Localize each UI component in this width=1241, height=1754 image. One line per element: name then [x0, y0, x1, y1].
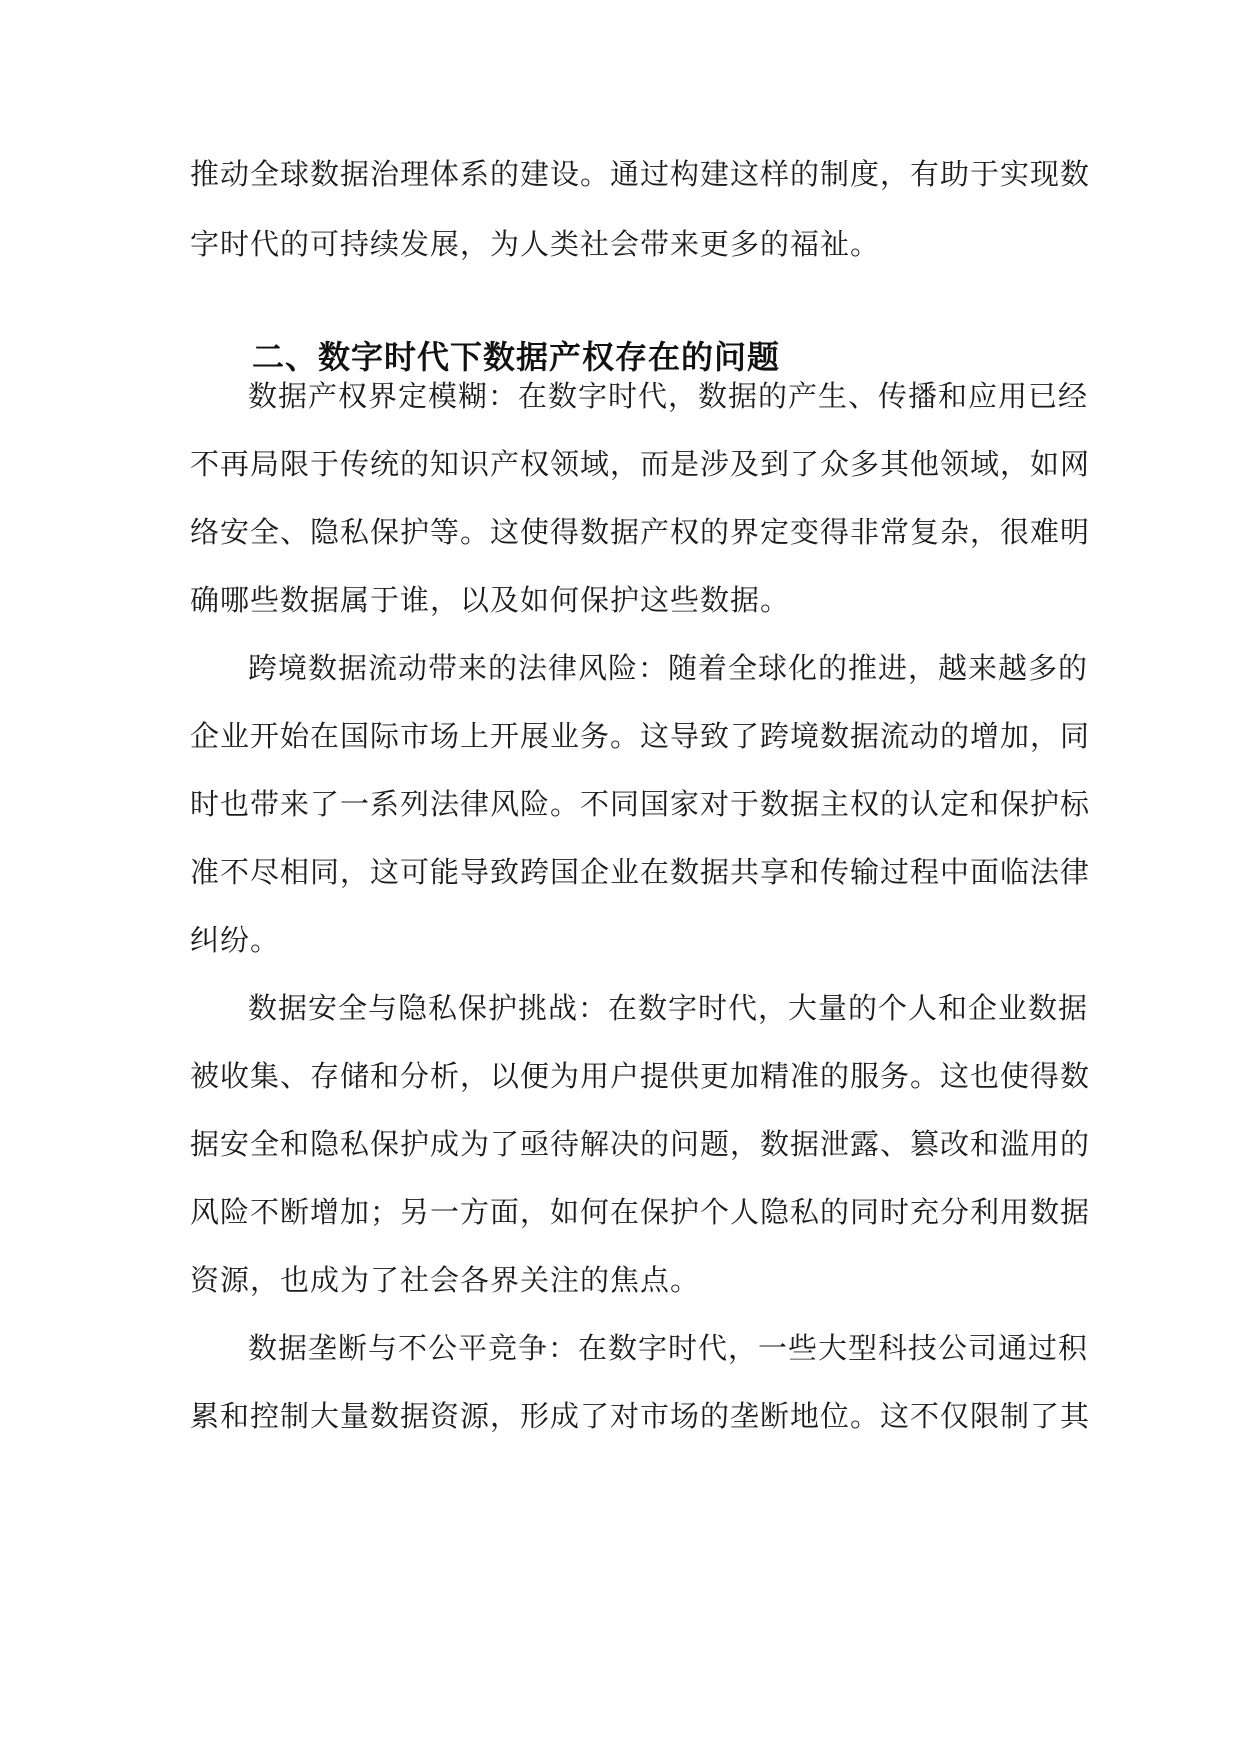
- section-heading: 二、数字时代下数据产权存在的问题: [252, 338, 781, 376]
- intro-line-2: 字时代的可持续发展，为人类社会带来更多的福祉。: [190, 227, 881, 261]
- intro-line-1: 推动全球数据治理体系的建设。通过构建这样的制度，有助于实现数: [190, 157, 1091, 191]
- paragraph-1-line-2: 不再局限于传统的知识产权领域，而是涉及到了众多其他领域，如网: [190, 447, 1091, 481]
- paragraph-2-line-4: 准不尽相同，这可能导致跨国企业在数据共享和传输过程中面临法律: [190, 855, 1091, 889]
- paragraph-4-line-2: 累和控制大量数据资源，形成了对市场的垄断地位。这不仅限制了其: [190, 1399, 1091, 1433]
- paragraph-4-line-1: 数据垄断与不公平竞争：在数字时代，一些大型科技公司通过积: [248, 1331, 1089, 1365]
- paragraph-2-line-2: 企业开始在国际市场上开展业务。这导致了跨境数据流动的增加，同: [190, 719, 1091, 753]
- paragraph-3-line-4: 风险不断增加；另一方面，如何在保护个人隐私的同时充分利用数据: [190, 1195, 1091, 1229]
- paragraph-2-line-5: 纠纷。: [190, 923, 281, 957]
- paragraph-3-line-3: 据安全和隐私保护成为了亟待解决的问题，数据泄露、篡改和滥用的: [190, 1127, 1091, 1161]
- paragraph-1-line-4: 确哪些数据属于谁，以及如何保护这些数据。: [190, 583, 791, 617]
- paragraph-2-line-1: 跨境数据流动带来的法律风险：随着全球化的推进，越来越多的: [248, 651, 1089, 685]
- paragraph-2-line-3: 时也带来了一系列法律风险。不同国家对于数据主权的认定和保护标: [190, 787, 1091, 821]
- paragraph-1-line-3: 络安全、隐私保护等。这使得数据产权的界定变得非常复杂，很难明: [190, 515, 1091, 549]
- paragraph-1-line-1: 数据产权界定模糊：在数字时代，数据的产生、传播和应用已经: [248, 379, 1089, 413]
- paragraph-3-line-2: 被收集、存储和分析，以便为用户提供更加精准的服务。这也使得数: [190, 1059, 1091, 1093]
- paragraph-3-line-5: 资源，也成为了社会各界关注的焦点。: [190, 1263, 701, 1297]
- paragraph-3-line-1: 数据安全与隐私保护挑战：在数字时代，大量的个人和企业数据: [248, 991, 1089, 1025]
